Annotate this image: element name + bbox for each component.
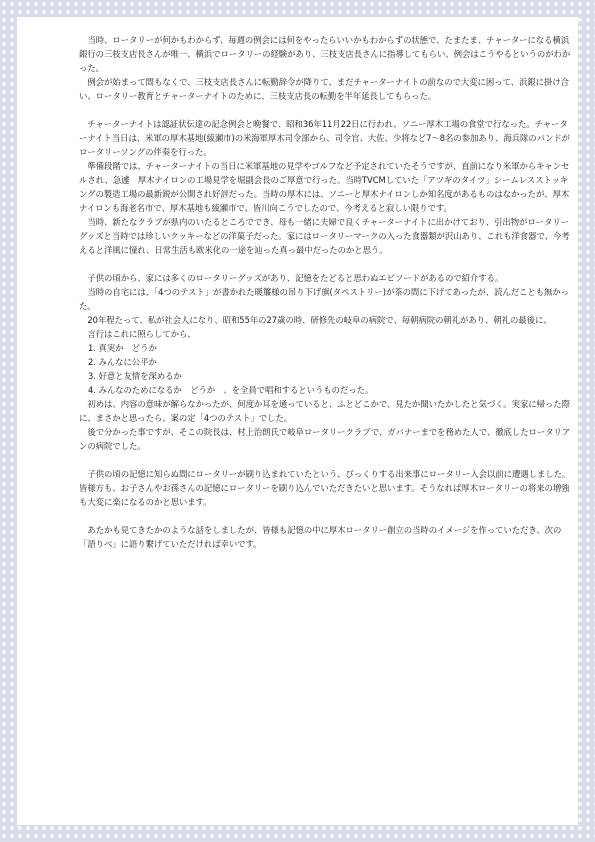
page-sheet <box>17 17 578 825</box>
list-item: 4. みんなのためになるか どうか 、を全員で唱和するというものだった。 <box>88 385 374 395</box>
paragraph: チャーターナイトは認証状伝達の記念例会と晩餐で、昭和36年11月22日に行われ、ソニー厚木工場の食堂で行なった。チャーターナイト当日は、米軍の厚木基地(綾瀬市)の米海軍厚木司令部から、司令官、大佐、少将など7～8名の参加あり、海兵隊のバンドがロータリーソングの伴奏を行った。 <box>79 119 570 157</box>
paragraph-gap <box>79 257 575 271</box>
paragraph-gap <box>79 509 575 523</box>
paragraph: 子供の頃の記憶に知らぬ間にロータリーが刷り込まれていたという、びっくりする出来事にロータリー入会以前に遭遇しました。皆様方も、お子さんやお孫さんの記憶にロータリーを刷り込んでいただきたいと思います。そうなれば厚木ロータリーの将来の増強も大変に楽になるのかと思います。 <box>79 469 571 507</box>
article-body <box>79 33 575 551</box>
paragraph-gap <box>79 453 575 467</box>
paragraph: 準備段階では、チャーターナイトの当日に米軍基地の見学やゴルフなど予定されていたそうですが、直前になり米軍からキャンセルされ、急遽 厚木ナイロンの工場見学を堀副会長のご厚意で行った。当時TVCMしていた「アツギのタイツ」シームレスストッキングの製造工場の最新鋭が公開され好評だった。当時の厚木には、ソニーと厚木ナイロンしか知名度があるものはなかったが、厚木ナイロンも海老名市で、厚木基地も綾瀬市で、皆川向こうでしたので、今考えると寂しい限りです。 <box>79 161 570 213</box>
paragraph: 後で分かった事ですが、そこの院長は、村上治朗氏で岐阜ロータリークラブで、ガバナーまでを務めた人で、徹底したロータリアンの病院でした。 <box>79 427 571 451</box>
list-item: 1. 真実か どうか <box>88 343 157 353</box>
paragraph: 当時、新たなクラブが県内のいたるところででき、母も一緒に夫婦で良くチャーターナイトに出かけており、引出物がロータリーグッズと当時では珍しいクッキーなどの洋菓子だった。家にはロータリーマークの入った食器類が沢山あり、これも洋食器で、今考えると洋風に憧れ、日常生活も欧米化の一途を辿った真っ最中だったのかと思う。 <box>79 217 570 255</box>
paragraph-gap <box>79 103 575 117</box>
paragraph: 例会が始まって間もなくで、三枝支店長さんに転勤辞令が降りて、まだチャーターナイトの前なので大変に困って、浜銀に掛け合い、ロータリー教育とチャーターナイトのために、三枝支店長の転勤を半年延長してもらった。 <box>79 77 569 101</box>
four-way-test-list <box>79 341 575 397</box>
paragraph: 20年程たって、私が社会人になり、昭和55年の27歳の時、研修先の岐阜の病院で、毎朝病院の朝礼があり、朝礼の最後に、 <box>87 315 552 325</box>
paragraph: 当時、ロータリーが何かもわからず、毎週の例会には何をやったらいいかもわからずの状態で、たまたま、チャーターになる横浜銀行の三枝支店長さんが唯一、横浜でロータリーの経験があり、三枝支店長さんに指導してもらい、例会はこうやるというのがわかった。 <box>79 35 571 73</box>
paragraph: あたかも見てきたかのような話をしましたが、皆様も記憶の中に厚木ロータリー創立の当時のイメージを作っていただき、次の「語りべ」に語り繋げていただければ幸いです。 <box>79 525 562 549</box>
paragraph: 子供の頃から、家には多くのロータリーグッズがあり、記憶をたどると思わぬエピソードがあるので紹介する。 <box>87 273 504 283</box>
list-item: 2. みんなに公平か <box>88 357 157 367</box>
paragraph: 初めは、内容の意味が解らなかったが、何度か耳を通っていると、ふとどこかで、見たか聞いたかしたと気づく。実家に帰った際に、まさかと思ったら、案の定「4つのテスト」でした。 <box>79 399 570 423</box>
paragraph: 言行はこれに照らしてから、 <box>87 329 196 339</box>
paragraph: 当時の自宅には、「4つのテスト」が書かれた暖簾様の吊り下げ旗(タペストリー)が茶の間に下げてあったが、読んだことも無かった。 <box>79 287 570 311</box>
list-item: 3. 好意と友情を深めるか <box>88 371 182 381</box>
